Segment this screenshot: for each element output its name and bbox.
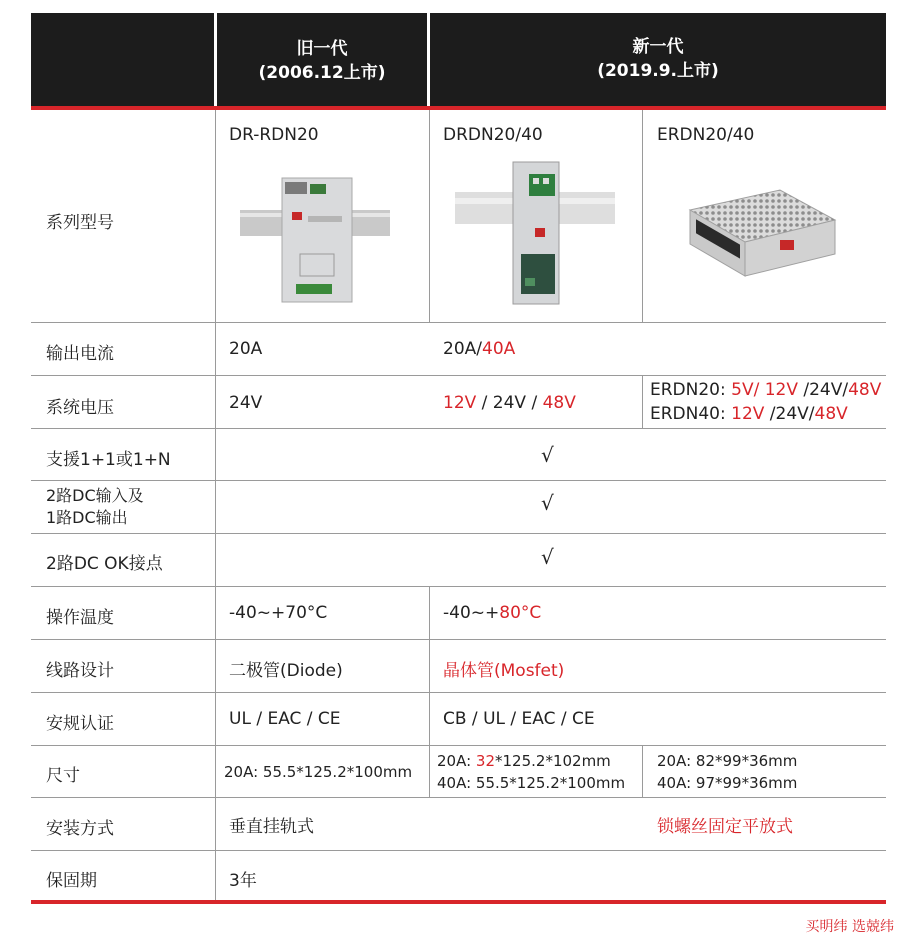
grid-vline-b3 — [642, 745, 643, 797]
output-current-new: 20A/40A — [443, 339, 516, 359]
label-output-current: 输出电流 — [46, 344, 114, 364]
grid-vline-a — [429, 110, 430, 322]
size-old: 20A: 55.5*125.2*100mm — [224, 763, 413, 781]
label-dc-io-line2: 1路DC输出 — [46, 508, 128, 527]
row-divider — [31, 322, 886, 323]
label-dc-ok: 2路DC OK接点 — [46, 554, 163, 574]
din-rail-power-supply-new-image — [455, 158, 615, 310]
product-old-model: DR-RDN20 — [229, 125, 319, 145]
label-series: 系列型号 — [46, 213, 114, 233]
label-mounting: 安装方式 — [46, 819, 114, 839]
product-new-model-1: DRDN20/40 — [443, 125, 543, 145]
header-old-date: (2006.12上市) — [258, 63, 386, 83]
temperature-new: -40~+80°C — [443, 603, 542, 623]
label-dc-io-line1: 2路DC输入及 — [46, 486, 144, 505]
row-divider — [31, 586, 886, 587]
size-drdn-40: 40A: 55.5*125.2*100mm — [437, 774, 626, 792]
system-voltage-old: 24V — [229, 393, 263, 413]
header-old-title: 旧一代 — [296, 39, 348, 59]
footer-red-rule — [31, 900, 886, 904]
grid-vline-b2 — [642, 375, 643, 428]
system-voltage-erdn20: ERDN20: 5V/ 12V /24V/48V — [650, 380, 882, 400]
label-size: 尺寸 — [46, 766, 80, 786]
row-divider — [31, 428, 886, 429]
label-warranty: 保固期 — [46, 871, 97, 891]
safety-old: UL / EAC / CE — [229, 709, 341, 729]
circuit-new: 晶体管(Mosfet) — [443, 661, 565, 681]
row-divider — [31, 745, 886, 746]
row-divider — [31, 533, 886, 534]
mounting-din: 垂直挂轨式 — [229, 817, 314, 837]
row-divider — [31, 797, 886, 798]
label-dc-io — [46, 485, 144, 529]
system-voltage-drdn: 12V / 24V / 48V — [443, 393, 576, 413]
size-erdn-20: 20A: 82*99*36mm — [657, 752, 798, 770]
row-divider — [31, 375, 886, 376]
temperature-old: -40~+70°C — [229, 603, 328, 623]
header-red-rule — [31, 106, 886, 110]
warranty-value: 3年 — [229, 871, 257, 891]
label-circuit: 线路设计 — [46, 661, 114, 681]
label-safety: 安规认证 — [46, 714, 114, 734]
row-divider — [31, 480, 886, 481]
header-new-date: (2019.9.上市) — [597, 61, 719, 81]
dc-ok-check: √ — [541, 545, 554, 569]
header-blank — [31, 13, 214, 106]
circuit-old: 二极管(Diode) — [229, 661, 343, 681]
enclosed-power-supply-mesh-case-image — [680, 180, 840, 290]
din-rail-power-supply-old-image — [240, 172, 390, 312]
row-divider — [31, 639, 886, 640]
grid-vline-b — [642, 110, 643, 322]
size-drdn-20: 20A: 32*125.2*102mm — [437, 752, 611, 770]
label-temperature: 操作温度 — [46, 608, 114, 628]
footer-slogan: 买明纬 选兢纬 — [805, 919, 894, 935]
size-erdn-40: 40A: 97*99*36mm — [657, 774, 798, 792]
dc-io-check: √ — [541, 491, 554, 515]
support-redundancy-check: √ — [541, 443, 554, 467]
header-new-generation — [430, 13, 886, 106]
mounting-erdn: 锁螺丝固定平放式 — [657, 817, 793, 837]
header-old-generation — [217, 13, 427, 106]
safety-new: CB / UL / EAC / CE — [443, 709, 595, 729]
system-voltage-erdn40: ERDN40: 12V /24V/48V — [650, 404, 848, 424]
row-divider — [31, 850, 886, 851]
row-divider — [31, 692, 886, 693]
grid-vline-label — [215, 110, 216, 902]
header-new-title: 新一代 — [632, 37, 684, 57]
product-new-model-2: ERDN20/40 — [657, 125, 755, 145]
label-system-voltage: 系统电压 — [46, 398, 114, 418]
label-support-redundancy: 支援1+1或1+N — [46, 450, 171, 470]
output-current-old: 20A — [229, 339, 263, 359]
